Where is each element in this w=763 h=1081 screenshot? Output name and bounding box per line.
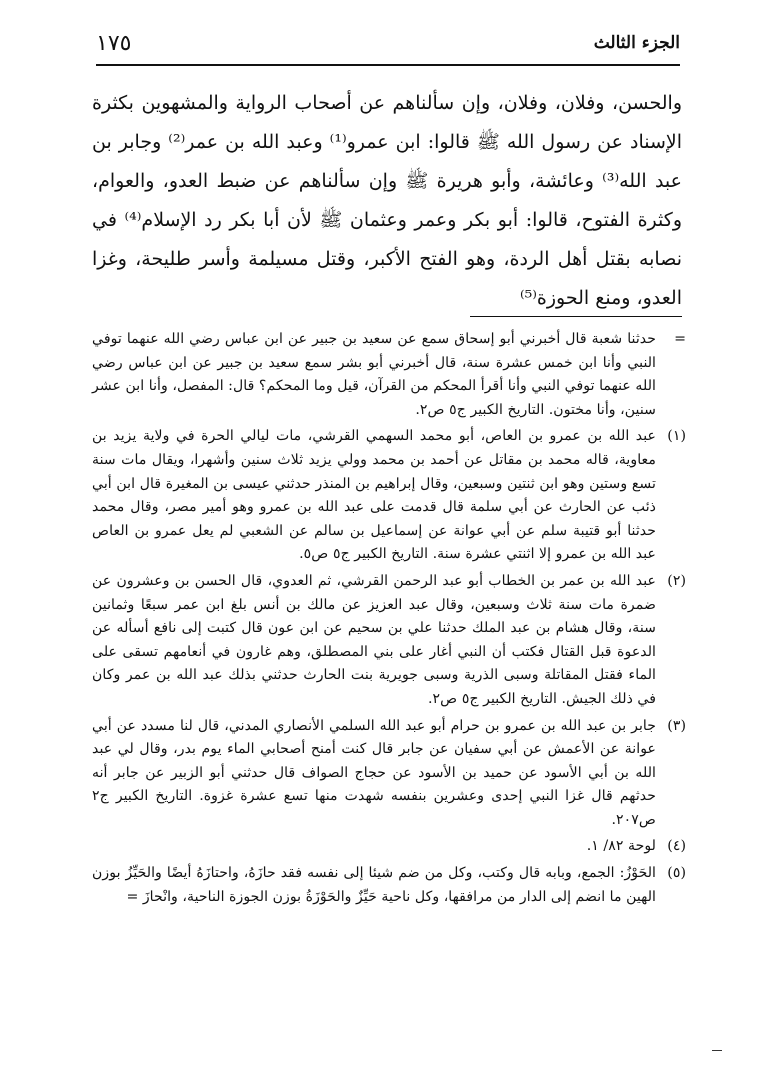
main-text: [92, 84, 682, 318]
main-paragraph: والحسن، وفلان، وفلان، وإن سألناهم عن أصحاب الرواية والمشهوين بكثرة الإسناد عن رسول الله ﷺ قالوا: ابن عمرو⁽¹⁾ وعبد الله بن عمر⁽²⁾ وجابر بن عبد الله⁽³⁾ وعائشة، وأبو هريرة ﷺ وإن سألناهم عن ضبط العدو، والعوام، وكثرة الفتوح، قالوا: أبو بكر وعمر وعثمان ﷺ لأن أبا بكر رد الإسلام⁽⁴⁾ في نصابه بقتل أهل الردة، وهو الفتح الأكبر، وقتل مسيلمة وأسر طليحة، وغزا العدو، ومنع الحوزة⁽⁵⁾: [92, 92, 683, 309]
footnote-text: عبد الله بن عمر بن الخطاب أبو عبد الرحمن القرشي، ثم العدوي، قال الحسن بن وعشرون عن ضمرة مات سنة ثلاث وسبعين، وقال عبد العزيز عن مالك بن أنس بلغ ابن عمر سبعًا وثمانين سنة، وقال هشام بن عبد الملك حدثنا علي بن سحيم عن ابن عون قال كتبت إلى نافع أسأله عن الدعوة قبل القتال فكتب أن النبي أغار على بني المصطلق، وهم غارون في أنعامهم تسقى على الماء فقتل المقاتلة وسبى الذرية وسبى جويرية بنت الحارث حدثني بذلك عبد الله بن عمر وكان في ذلك الجيش. التاريخ الكبير ج٥ ص٢.: [92, 572, 656, 707]
scan-mark: [712, 1050, 722, 1051]
footnote-separator: [470, 316, 682, 317]
footnote-text: لوحة ٨٢/ ١.: [586, 838, 656, 855]
footnote-marker: (٥): [667, 865, 686, 882]
footnote-2: [92, 570, 686, 712]
footnote-5: [92, 862, 686, 909]
footnote-1: [92, 425, 686, 567]
page-number: ١٧٥: [96, 30, 132, 56]
page-header: [96, 26, 680, 60]
header-rule: [96, 64, 680, 66]
footnote-text: حدثنا شعبة قال أخبرني أبو إسحاق سمع عن سعيد بن جبير عن ابن عباس رضي الله عنهما توفي النبي وأنا ابن خمس عشرة سنة، قال أخبرني أبو بشر سمع سعيد بن جبير عن ابن عباس رضي الله عنهما توفي النبي وأنا أقرأ المحكم من القرآن، قيل وما المحكم؟ قال: المفصل، وأنا ابن عشر سنين، وأنا مختون. التاريخ الكبير ج٥ ص٢.: [92, 331, 656, 418]
running-head: الجزء الثالث: [593, 33, 680, 53]
footnote-marker: (٢): [667, 572, 686, 589]
footnote-text: عبد الله بن عمرو بن العاص، أبو محمد السهمي القرشي، مات ليالي الحرة في ولاية يزيد بن معاوية، قاله محمد بن مقاتل عن أحمد بن محمد وولي يزيد ثلاث سنين وأشهرا، ويقال مات سنة تسع وستين وهو ابن ثنتين وسبعين، وقال إبراهيم بن المنذر حدثني عيسى بن المغيرة قال ابن أبي ذئب عن الحارث عن أبي سلمة قال قدمت على عبد الله بن عمرو وهو أمير مصر، وقال محمد حدثنا أبو قتيبة سلم عن أبي عوانة عن إسماعيل بن سالم عن الشعبي لم يعل عمرو بن العاص عبد الله بن عمرو إلا اثنتي عشرة سنة. التاريخ الكبير ج٥ ص٥.: [92, 428, 656, 563]
footnote-text: الحَوْزُ: الجمع، وبابه قال وكتب، وكل من ضم شيئا إلى نفسه فقد حازَهُ، واحتازَهُ أيضًا والحَيِّزُ بوزن الهين ما انضم إلى الدار من مرافقها، وكل ناحية حَيِّزٌ والحَوْزَةُ بوزن الجوزة الناحية، وانْحازَ =: [92, 865, 656, 905]
footnote-marker: (١): [667, 428, 686, 445]
footnotes: [92, 328, 686, 912]
footnote-marker: (٤): [667, 838, 686, 855]
footnote-3: [92, 715, 686, 833]
footnote-4: [92, 835, 686, 859]
footnote-marker: =: [674, 331, 686, 347]
footnote-text: جابر بن عبد الله بن عمرو بن حرام أبو عبد الله السلمي الأنصاري المدني، قال لنا مسدد عن أبي عوانة عن الأعمش عن أبي سفيان عن جابر قال كنت أمنح أصحابي الماء يوم بدر، وقال لي عبد الله بن أبي الأسود عن حميد بن الأسود عن حجاج الصواف قال حدثني أبو الزبير عن جابر أنه حدثهم قال غزا النبي إحدى وعشرين بنفسه شهدت منها تسع عشرة غزوة. التاريخ الكبير ج٢ ص٢٠٧.: [92, 717, 656, 828]
footnote-continued: [92, 328, 686, 422]
footnote-marker: (٣): [667, 717, 686, 734]
